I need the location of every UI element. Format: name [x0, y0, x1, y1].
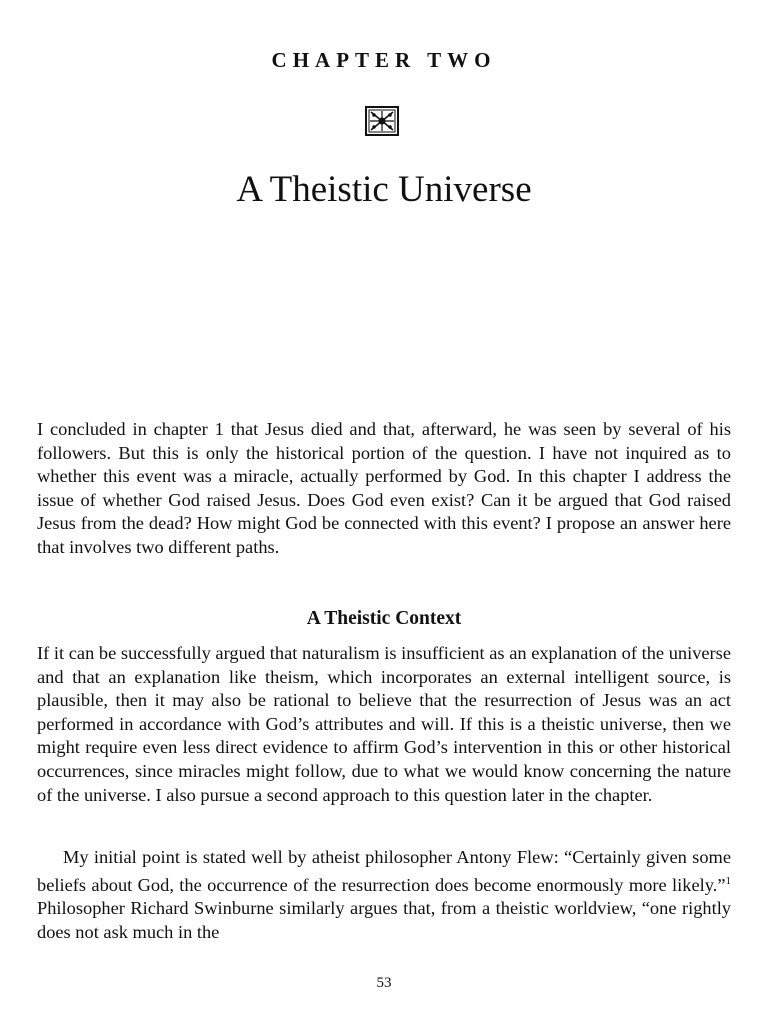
chapter-title: A Theistic Universe [236, 169, 532, 210]
fleuron-ornament-icon [365, 106, 399, 136]
flew-paragraph [37, 846, 731, 945]
footnote-reference[interactable]: 1 [725, 874, 731, 887]
context-paragraph: If it can be successfully argued that naturalism is insufficient as an explanation of the universe and that an explanation like theism, which incorporates an external intelligent source, is plausible, then it may also be rational to believe that the resurrection of Jesus was an act performed in accordance with God’s attributes and will. If this is a theistic universe, then we might require even less direct evidence to affirm God’s intervention in this or other historical occurrences, since miracles might follow, due to what we would know concerning the nature of the universe. I also pursue a second approach to this question later in the chapter. [37, 643, 731, 805]
page-number: 53 [376, 975, 392, 991]
chapter-label: CHAPTER TWO [271, 48, 497, 72]
flew-quote-text: My initial point is stated well by atheist philosopher Antony Flew: “Certainly given some beliefs about God, the occurrence of the resurrection does become enormously more likely.” [37, 847, 731, 895]
section-heading: A Theistic Context [306, 608, 462, 629]
swinburne-text: Philosopher Richard Swinburne similarly argues that, from a theistic worldview, “one rightly does not ask much in the [37, 898, 731, 942]
intro-paragraph: I concluded in chapter 1 that Jesus died and that, afterward, he was seen by several of his followers. But this is only the historical portion of the question. I have not inquired as to whether this event was a miracle, actually performed by God. In this chapter I address the issue of whether God raised Jesus. Does God even exist? Can it be argued that God raised Jesus from the dead? How might God be connected with this event? I propose an answer here that involves two different paths. [37, 419, 731, 557]
